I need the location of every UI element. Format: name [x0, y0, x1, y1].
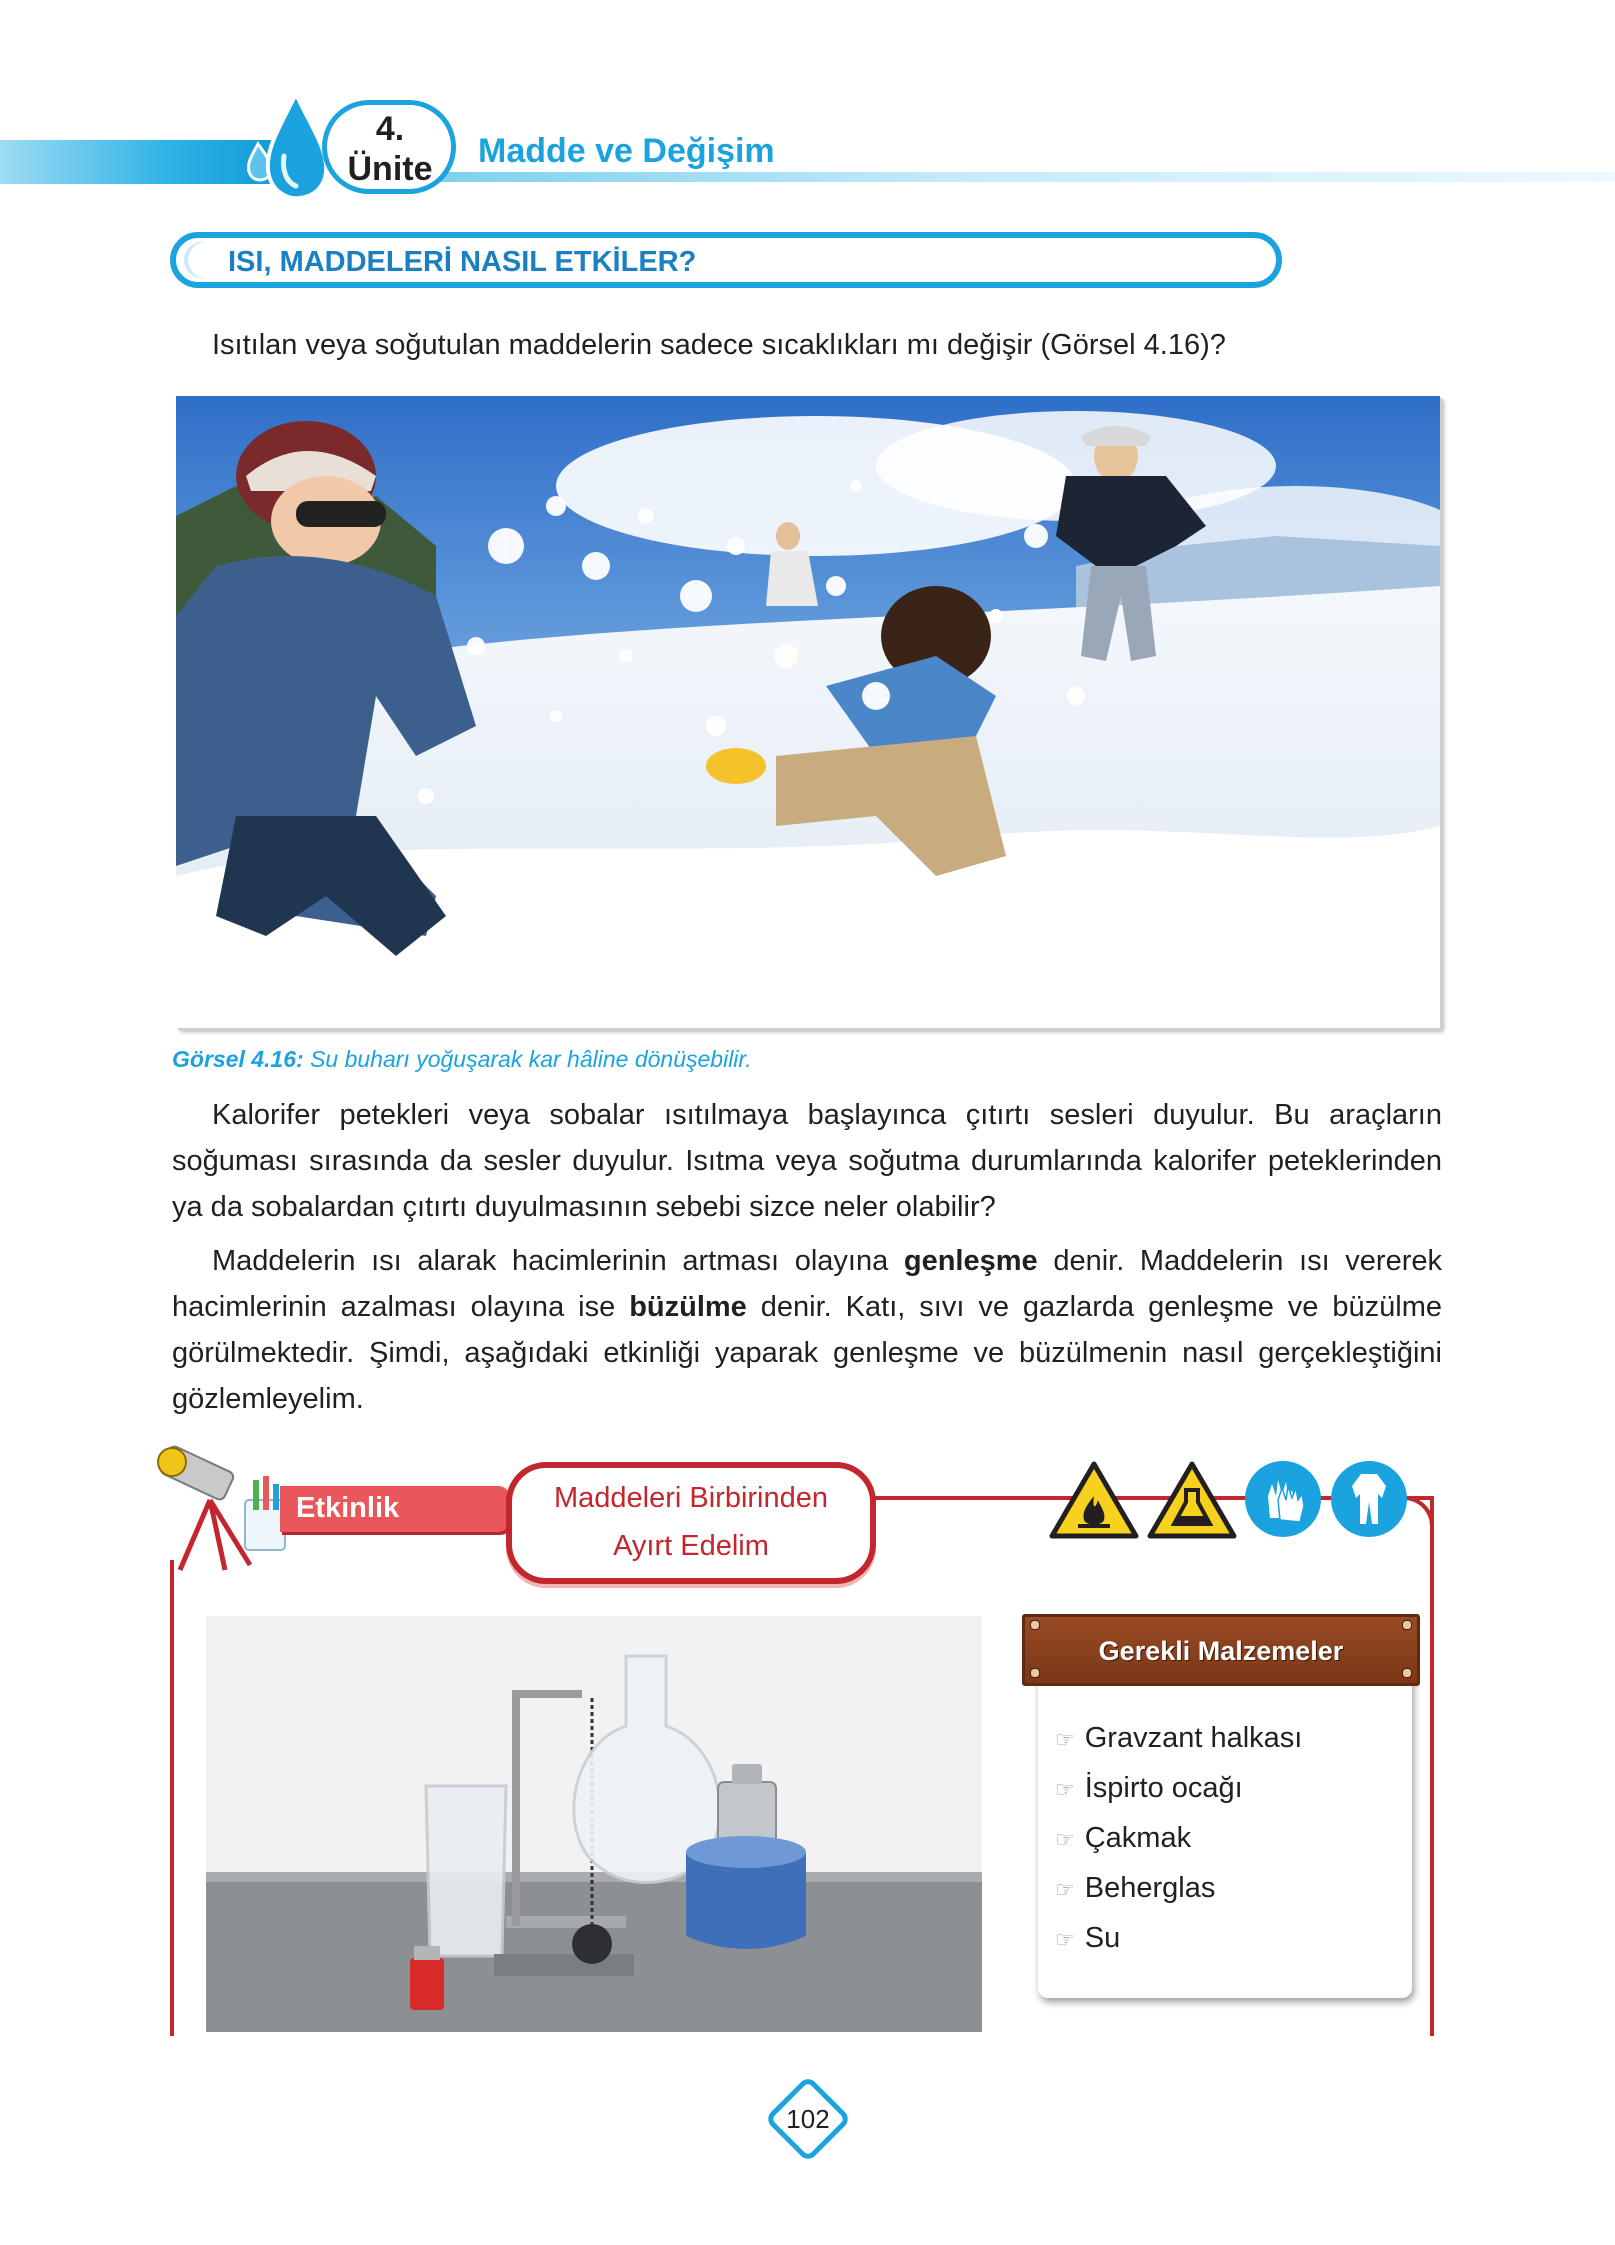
- telescope-icon: [150, 1440, 300, 1580]
- list-item: [1055, 1922, 1120, 1955]
- figure-caption: [172, 1046, 752, 1073]
- water-drop-icon: [236, 86, 332, 206]
- activity-frame-right: [1430, 1496, 1434, 2036]
- pointing-hand-icon: ☞: [1055, 1777, 1075, 1802]
- activity-title-frame: [506, 1462, 876, 1584]
- sign-nail: [1030, 1620, 1040, 1630]
- material-name: Su: [1084, 1922, 1121, 1954]
- chemical-warning-icon: [1146, 1460, 1238, 1540]
- material-name: Çakmak: [1084, 1822, 1192, 1854]
- sign-nail: [1402, 1668, 1412, 1678]
- intro-question: Isıtılan veya soğutulan maddelerin sadece sıcaklıkları mı değişir (Görsel 4.16)?: [212, 329, 1226, 361]
- snow-photo: [176, 396, 1440, 1028]
- lab-coat-icon: [1328, 1458, 1410, 1540]
- unit-word: Ünite: [347, 150, 433, 188]
- term-expansion: genleşme: [903, 1245, 1038, 1277]
- activity-label: Etkinlik: [296, 1492, 400, 1524]
- pointing-hand-icon: ☞: [1055, 1827, 1075, 1852]
- sign-nail: [1030, 1668, 1040, 1678]
- lab-equipment-illustration: [206, 1616, 982, 2032]
- list-item: [1055, 1722, 1302, 1755]
- header-rule: [440, 172, 1615, 182]
- paragraph-expansion-part2: denir. Maddelerin ısı vererek hacimlerinin azalması olayına ise: [172, 1245, 1442, 1323]
- lab-equipment-photo: [206, 1616, 982, 2032]
- paragraph-heaters: Kalorifer petekleri veya sobalar ısıtılmaya başlayınca çıtırtı sesleri duyulur. Bu araçların soğuması sırasında da sesler duyulur. Isıtma veya soğutma durumlarında kalorifer peteklerinden ya da sobalardan çıtırtı duyulmasının sebebi sizce neler olabilir?: [172, 1099, 1442, 1223]
- pointing-hand-icon: ☞: [1055, 1877, 1075, 1902]
- gloves-icon: [1242, 1458, 1324, 1540]
- list-item: [1055, 1822, 1191, 1855]
- snow-scene-illustration: [176, 396, 1440, 1028]
- activity-title-line1: Maddeleri Birbirinden: [553, 1482, 829, 1514]
- material-name: Beherglas: [1084, 1872, 1216, 1904]
- unit-title: Madde ve Değişim: [478, 132, 775, 170]
- page-number: 102: [786, 2104, 830, 2134]
- section-title: ISI, MADDELERİ NASIL ETKİLER?: [228, 246, 697, 278]
- activity-frame-left: [170, 1560, 174, 2036]
- pointing-hand-icon: ☞: [1055, 1927, 1075, 1952]
- term-contraction: büzülme: [629, 1291, 747, 1323]
- list-item: [1055, 1872, 1215, 1905]
- unit-number: 4.: [375, 110, 405, 148]
- pointing-hand-icon: ☞: [1055, 1727, 1075, 1752]
- figure-caption-text: Su buharı yoğuşarak kar hâline dönüşebilir.: [303, 1046, 752, 1072]
- paragraph-expansion-part3: denir. Katı, sıvı ve gazlarda genleşme ve büzülme görülmektedir. Şimdi, aşağıdaki etkinliği yaparak genleşme ve büzülmenin nasıl gerçekleştiğini gözlemleyelim.: [172, 1291, 1443, 1415]
- materials-title: Gerekli Malzemeler: [1098, 1636, 1344, 1666]
- sign-nail: [1402, 1620, 1412, 1630]
- list-item: [1055, 1772, 1243, 1805]
- flammable-warning-icon: [1048, 1460, 1140, 1540]
- paragraph-expansion-part1: Maddelerin ısı alarak hacimlerinin artması olayına: [212, 1245, 904, 1277]
- material-name: İspirto ocağı: [1084, 1772, 1243, 1804]
- material-name: Gravzant halkası: [1084, 1722, 1303, 1754]
- paragraph-expansion: [172, 1238, 1442, 1422]
- figure-caption-label: Görsel 4.16:: [172, 1046, 304, 1072]
- activity-title-line2: Ayırt Edelim: [613, 1530, 769, 1562]
